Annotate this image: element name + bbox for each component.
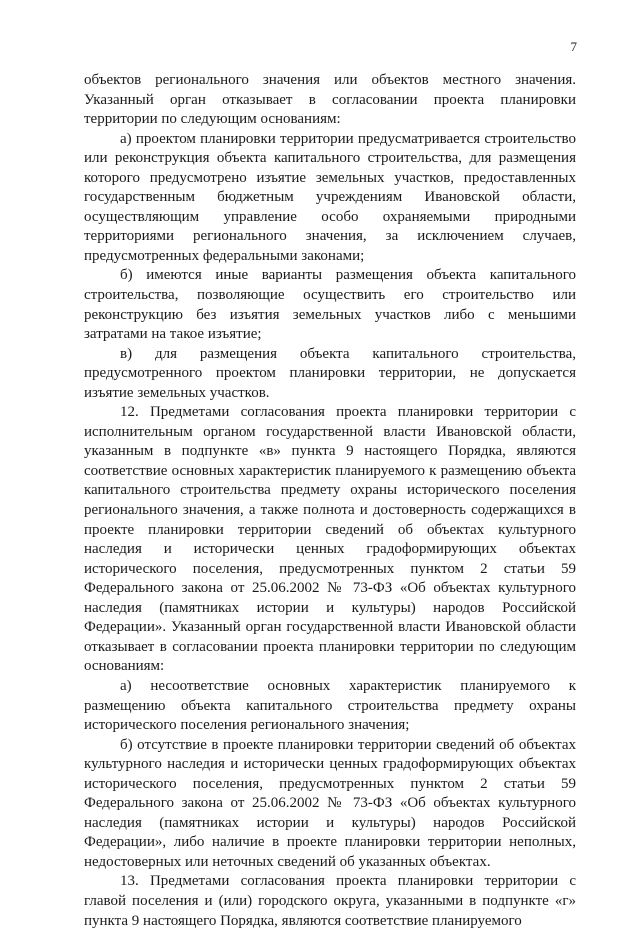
paragraph-item-a: а) несоответствие основных характеристик планируемого к размещению объекта капитального строительства предмету охраны исторического поселения регионального значения;: [84, 677, 576, 734]
page-number: 7: [570, 39, 577, 54]
paragraph-item-b: б) имеются иные варианты размещения объекта капитального строительства, позволяющие осуществить его строительство или реконструкцию без изъятия земельных участков либо с меньшими затратами на такое изъятие;: [84, 267, 576, 343]
document-body: [84, 71, 576, 931]
paragraph-item-a: а) проектом планировки территории предусматривается строительство или реконструкция объекта капитального строительства, для размещения которого предусмотрено изъятие земельных участков, предоставленных государственным бюджетным учреждениям Ивановской области, осуществляющим управление особо охраняемыми природными территориями регионального значения, за исключением случаев, предусмотренных федеральными законами;: [84, 130, 576, 264]
paragraph-item-b: б) отсутствие в проекте планировки территории сведений об объектах культурного наследия и исторически ценных градоформирующих объектах исторического поселения, предусмотренных пунктом 2 статьи 59 Федерального закона от 25.06.2002 № 73-ФЗ «Об объектах культурного наследия (памятниках истории и культуры) народов Российской Федерации», либо наличие в проекте планировки территории неполных, недостоверных или неточных сведений об указанных объектах.: [84, 736, 576, 870]
paragraph: объектов регионального значения или объектов местного значения. Указанный орган отказывает в согласовании проекта планировки территории по следующим основаниям:: [84, 72, 576, 128]
paragraph-item-v: в) для размещения объекта капитального строительства, предусмотренного проектом планировки территории, не допускается изъятие земельных участков.: [84, 345, 576, 401]
paragraph-section-12: 12. Предметами согласования проекта планировки территории с исполнительным органом государственной власти Ивановской области, указанным в подпункте «в» пункта 9 настоящего Порядка, являются соответствие основных характеристик планируемого к размещению объекта капитального строительства предмету охраны исторического поселения регионального значения, а также полнота и достоверность содержащихся в проекте планировки территории сведений об объектах культурного наследия и исторически ценных градоформирующих объектах исторического поселения, предусмотренных пунктом 2 статьи 59 Федерального закона от 25.06.2002 № 73-ФЗ «Об объектах культурного наследия (памятниках истории и культуры) народов Российской Федерации». Указанный орган государственной власти Ивановской области отказывает в согласовании проекта планировки территории по следующим основаниям:: [84, 404, 576, 675]
paragraph-section-13: 13. Предметами согласования проекта планировки территории с главой поселения и (или) городского округа, указанными в подпункте «г» пункта 9 настоящего Порядка, являются соответствие планируемого: [84, 873, 576, 929]
